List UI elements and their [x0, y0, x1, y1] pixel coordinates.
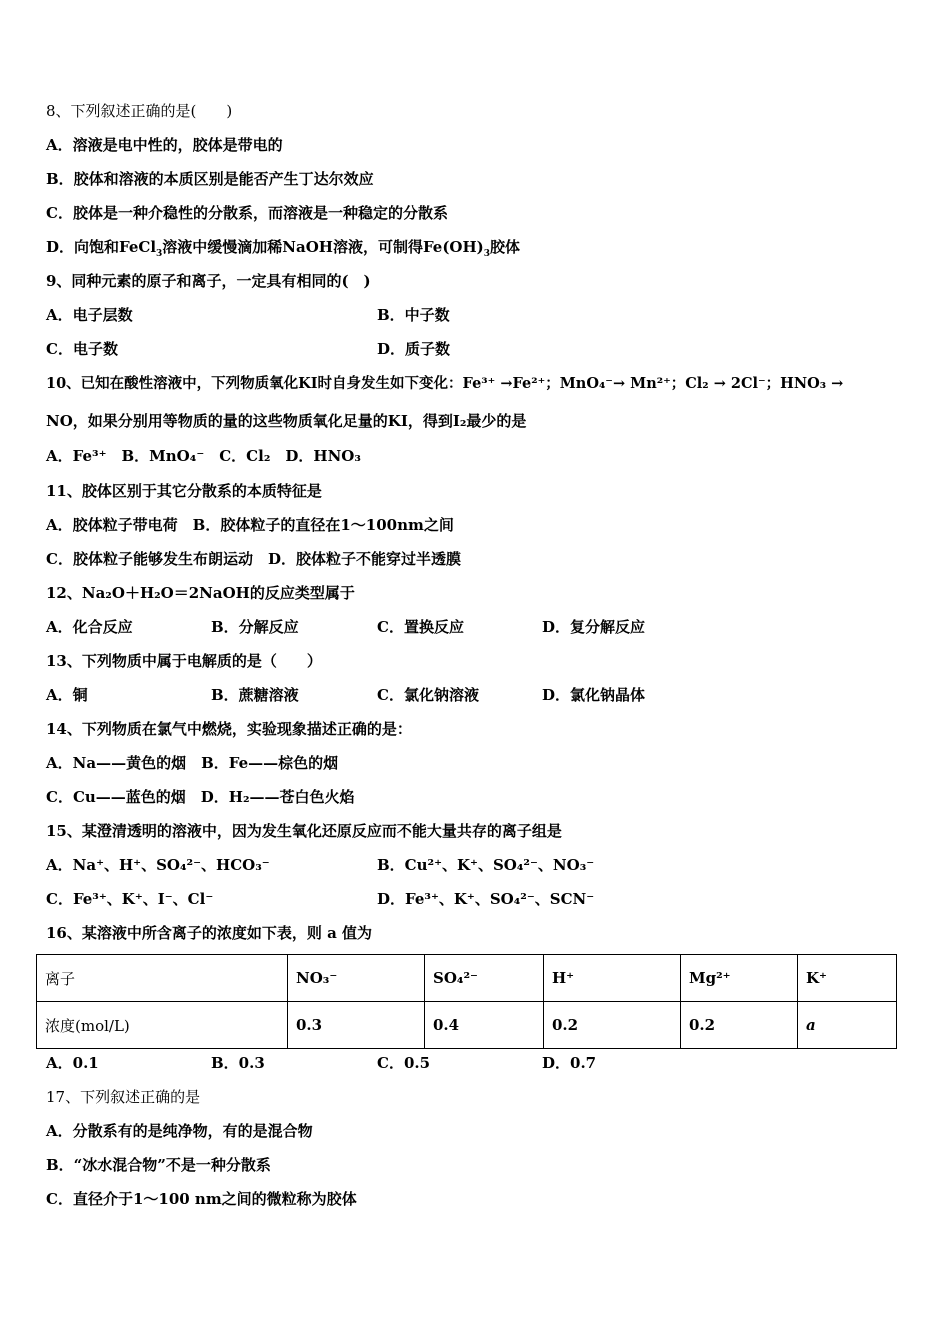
- table-cell: a: [798, 1002, 897, 1049]
- q9-option-d: D．质子数: [377, 340, 451, 358]
- q13-option-d: D．氯化钠晶体: [542, 686, 646, 704]
- q12-option-b: B．分解反应: [211, 618, 299, 636]
- table-cell: 0.4: [425, 1002, 544, 1049]
- q16-option-a: A．0.1: [46, 1054, 99, 1072]
- q15-option-d: D．Fe³⁺、K⁺、SO₄²⁻、SCN⁻: [377, 890, 595, 908]
- table-header-row: [37, 955, 897, 1002]
- q9-stem: 9、同种元素的原子和离子，一定具有相同的( ): [46, 272, 371, 290]
- q11-options-ab: A．胶体粒子带电荷 B．胶体粒子的直径在1～100nm之间: [46, 516, 454, 534]
- q13-option-c: C．氯化钠溶液: [377, 686, 479, 704]
- q15-option-b: B．Cu²⁺、K⁺、SO₄²⁻、NO₃⁻: [377, 856, 595, 874]
- q9-option-a: A．电子层数: [46, 306, 133, 324]
- table-cell: Mg²⁺: [681, 955, 798, 1002]
- q16-option-c: C．0.5: [377, 1054, 431, 1072]
- q8-option-c: C．胶体是一种介稳性的分散系，而溶液是一种稳定的分散系: [46, 204, 448, 222]
- q16-option-b: B．0.3: [211, 1054, 265, 1072]
- q11-options-cd: C．胶体粒子能够发生布朗运动 D．胶体粒子不能穿过半透膜: [46, 550, 461, 568]
- q8-option-a: A．溶液是电中性的，胶体是带电的: [46, 136, 283, 154]
- table-cell: K⁺: [798, 955, 897, 1002]
- q12-option-a: A．化合反应: [46, 618, 133, 636]
- q10-stem-line1: 10、已知在酸性溶液中，下列物质氧化KI时自身发生如下变化：Fe³⁺ →Fe²⁺；MnO₄⁻→ Mn²⁺；Cl₂ → 2Cl⁻；HNO₃ →: [46, 375, 844, 392]
- q9-option-b: B．中子数: [377, 306, 450, 324]
- table-cell: SO₄²⁻: [425, 955, 544, 1002]
- q8-option-d: D．向饱和FeCl$_3$溶液中缓慢滴加稀NaOH溶液，可制得$Fe(OH)_3$胶体: [46, 238, 521, 259]
- table-cell: H⁺: [544, 955, 681, 1002]
- q10-stem-line2: NO，如果分别用等物质的量的这些物质氧化足量的KI，得到I₂最少的是: [46, 412, 527, 430]
- q13-stem: 13、下列物质中属于电解质的是（ ）: [46, 652, 322, 670]
- q15-option-a: A．Na⁺、H⁺、SO₄²⁻、HCO₃⁻: [46, 856, 270, 874]
- table-cell: 离子: [37, 955, 288, 1002]
- q16-option-d: D．0.7: [542, 1054, 597, 1072]
- q12-option-d: D．复分解反应: [542, 618, 646, 636]
- q8-option-b: B．胶体和溶液的本质区别是能否产生丁达尔效应: [46, 170, 374, 188]
- table-cell: NO₃⁻: [288, 955, 425, 1002]
- q14-options-ab: A．Na——黄色的烟 B．Fe——棕色的烟: [46, 754, 339, 772]
- q15-option-c: C．Fe³⁺、K⁺、I⁻、Cl⁻: [46, 890, 214, 908]
- table-cell: 0.2: [681, 1002, 798, 1049]
- q17-option-c: C．直径介于1～100 nm之间的微粒称为胶体: [46, 1190, 357, 1208]
- ion-concentration-table: [36, 954, 897, 1049]
- table-cell: 浓度(mol/L): [37, 1002, 288, 1049]
- table-cell: 0.3: [288, 1002, 425, 1049]
- q12-option-c: C．置换反应: [377, 618, 464, 636]
- q17-stem: 17、下列叙述正确的是: [46, 1088, 201, 1106]
- q14-options-cd: C．Cu——蓝色的烟 D．H₂——苍白色火焰: [46, 788, 355, 806]
- q17-option-b: B．“冰水混合物”不是一种分散系: [46, 1156, 271, 1174]
- q12-stem: 12、Na₂O＋H₂O＝2NaOH的反应类型属于: [46, 584, 355, 602]
- q10-options: A．Fe³⁺ B．MnO₄⁻ C．Cl₂ D．HNO₃: [46, 447, 361, 465]
- q11-stem: 11、胶体区别于其它分散系的本质特征是: [46, 482, 322, 500]
- q13-option-b: B．蔗糖溶液: [211, 686, 299, 704]
- table-cell: 0.2: [544, 1002, 681, 1049]
- q14-stem: 14、下列物质在氯气中燃烧，实验现象描述正确的是：: [46, 720, 412, 738]
- q16-stem: 16、某溶液中所含离子的浓度如下表，则 a 值为: [46, 924, 373, 942]
- q13-option-a: A．铜: [46, 686, 88, 704]
- q8-stem: 8、下列叙述正确的是( ): [46, 102, 233, 120]
- q9-option-c: C．电子数: [46, 340, 118, 358]
- q17-option-a: A．分散系有的是纯净物，有的是混合物: [46, 1122, 313, 1140]
- table-row: [37, 1002, 897, 1049]
- q15-stem: 15、某澄清透明的溶液中，因为发生氧化还原反应而不能大量共存的离子组是: [46, 822, 562, 840]
